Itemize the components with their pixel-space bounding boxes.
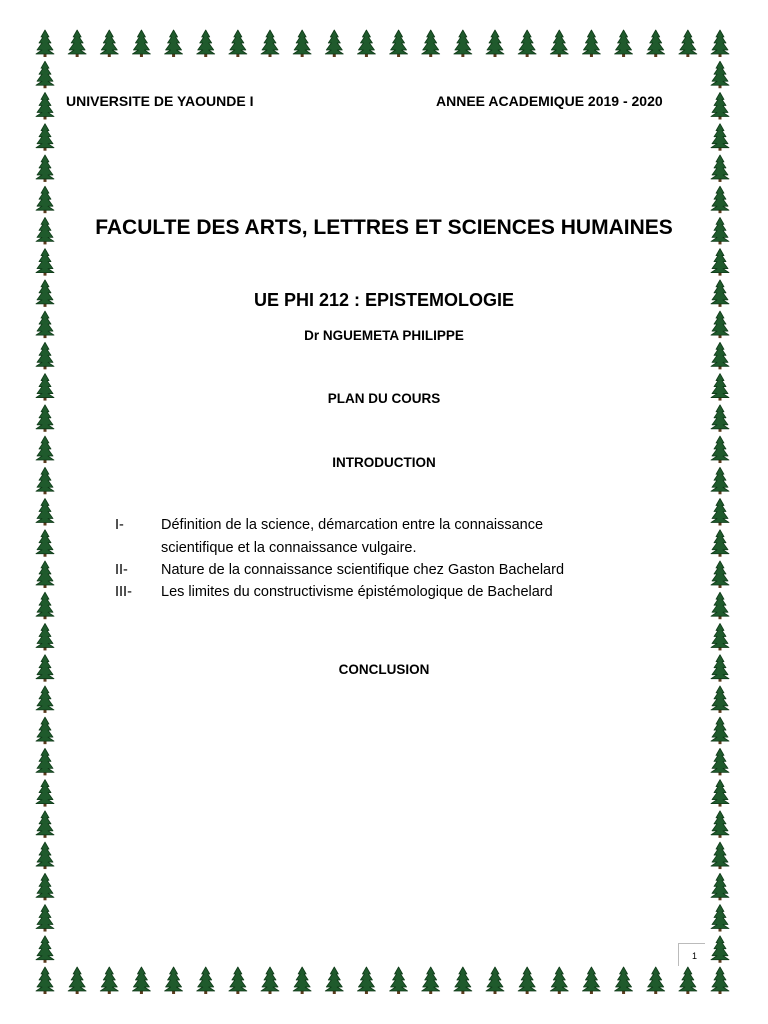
pine-tree-icon	[36, 249, 54, 276]
pine-tree-icon	[711, 186, 729, 213]
pine-tree-icon	[36, 623, 54, 650]
pine-tree-icon	[390, 967, 408, 994]
pine-tree-icon	[197, 30, 215, 57]
university-name: UNIVERSITE DE YAOUNDE I	[66, 93, 254, 109]
pine-tree-icon	[325, 30, 343, 57]
pine-tree-icon	[647, 30, 665, 57]
pine-tree-icon	[36, 186, 54, 213]
pine-tree-icon	[36, 967, 54, 994]
pine-tree-icon	[711, 249, 729, 276]
pine-tree-icon	[36, 748, 54, 775]
pine-tree-icon	[36, 499, 54, 526]
pine-tree-icon	[615, 967, 633, 994]
pine-tree-icon	[390, 30, 408, 57]
pine-tree-icon	[36, 155, 54, 182]
pine-tree-icon	[518, 30, 536, 57]
pine-tree-icon	[36, 936, 54, 963]
pine-tree-icon	[165, 30, 183, 57]
pine-tree-icon	[711, 842, 729, 869]
pine-tree-icon	[36, 124, 54, 151]
pine-tree-icon	[711, 811, 729, 838]
pine-tree-icon	[647, 967, 665, 994]
pine-tree-icon	[679, 967, 697, 994]
pine-tree-icon	[711, 905, 729, 932]
pine-tree-icon	[36, 92, 54, 119]
pine-tree-icon	[711, 342, 729, 369]
pine-tree-icon	[711, 623, 729, 650]
plan-item-text: scientifique et la connaissance vulgaire.	[161, 540, 417, 556]
pine-tree-icon	[711, 561, 729, 588]
page-number: 1	[691, 951, 697, 961]
plan-item-text: Nature de la connaissance scientifique chez Gaston Bachelard	[161, 562, 565, 578]
pine-tree-icon	[36, 686, 54, 713]
pine-tree-icon	[486, 967, 504, 994]
pine-tree-icon	[711, 592, 729, 619]
pine-tree-icon	[36, 30, 54, 57]
plan-item-text: Définition de la science, démarcation entre la connaissance	[161, 517, 544, 533]
pine-tree-icon	[36, 780, 54, 807]
pine-tree-icon	[68, 30, 86, 57]
plan-heading: PLAN DU COURS	[327, 391, 441, 406]
plan-item-number: II-	[115, 562, 128, 578]
pine-tree-icon	[36, 530, 54, 557]
pine-tree-icon	[422, 30, 440, 57]
pine-tree-icon	[422, 967, 440, 994]
pine-tree-icon	[36, 811, 54, 838]
conclusion-heading: CONCLUSION	[338, 662, 430, 677]
plan-item-number: I-	[115, 517, 124, 533]
introduction-heading: INTRODUCTION	[332, 455, 436, 470]
pine-tree-icon	[132, 30, 150, 57]
pine-tree-icon	[711, 499, 729, 526]
academic-year: ANNEE ACADEMIQUE 2019 - 2020	[436, 93, 663, 109]
pine-tree-icon	[36, 592, 54, 619]
lecturer-name: Dr NGUEMETA PHILIPPE	[304, 328, 464, 343]
faculty-title: FACULTE DES ARTS, LETTRES ET SCIENCES HUMAINES	[95, 216, 673, 239]
pine-tree-icon	[454, 30, 472, 57]
pine-tree-icon	[711, 124, 729, 151]
pine-tree-icon	[36, 467, 54, 494]
pine-tree-icon	[582, 30, 600, 57]
pine-tree-icon	[100, 967, 118, 994]
pine-tree-icon	[711, 717, 729, 744]
pine-tree-icon	[711, 30, 729, 57]
pine-tree-icon	[357, 30, 375, 57]
pine-tree-icon	[711, 92, 729, 119]
pine-tree-icon	[711, 467, 729, 494]
pine-tree-icon	[261, 967, 279, 994]
pine-tree-icon	[711, 155, 729, 182]
pine-tree-icon	[36, 905, 54, 932]
pine-tree-icon	[165, 967, 183, 994]
pine-tree-icon	[36, 342, 54, 369]
pine-tree-icon	[711, 530, 729, 557]
pine-tree-icon	[36, 561, 54, 588]
pine-tree-icon	[679, 30, 697, 57]
pine-tree-icon	[486, 30, 504, 57]
pine-tree-icon	[615, 30, 633, 57]
plan-item-text: Les limites du constructivisme épistémologique de Bachelard	[161, 584, 553, 600]
pine-tree-icon	[582, 967, 600, 994]
pine-tree-icon	[293, 30, 311, 57]
course-title: UE PHI 212 : EPISTEMOLOGIE	[253, 290, 515, 310]
pine-tree-icon	[357, 967, 375, 994]
pine-tree-icon	[36, 842, 54, 869]
pine-tree-icon	[261, 30, 279, 57]
pine-tree-icon	[36, 717, 54, 744]
pine-tree-icon	[197, 967, 215, 994]
pine-tree-icon	[36, 61, 54, 88]
pine-tree-icon	[711, 873, 729, 900]
pine-tree-icon	[36, 405, 54, 432]
pine-tree-icon	[711, 748, 729, 775]
pine-tree-icon	[229, 30, 247, 57]
pine-tree-icon	[550, 967, 568, 994]
pine-tree-icon	[100, 30, 118, 57]
pine-tree-icon	[711, 405, 729, 432]
pine-tree-icon	[68, 967, 86, 994]
pine-tree-icon	[132, 967, 150, 994]
pine-tree-icon	[711, 61, 729, 88]
pine-tree-icon	[711, 780, 729, 807]
pine-tree-icon	[711, 686, 729, 713]
pine-tree-icon	[454, 967, 472, 994]
pine-tree-icon	[325, 967, 343, 994]
pine-tree-icon	[711, 936, 729, 963]
pine-tree-icon	[293, 967, 311, 994]
pine-tree-icon	[229, 967, 247, 994]
pine-tree-icon	[36, 873, 54, 900]
pine-tree-icon	[550, 30, 568, 57]
plan-item-number: III-	[115, 584, 132, 600]
pine-tree-icon	[711, 967, 729, 994]
pine-tree-icon	[518, 967, 536, 994]
page-number-box	[678, 943, 705, 966]
